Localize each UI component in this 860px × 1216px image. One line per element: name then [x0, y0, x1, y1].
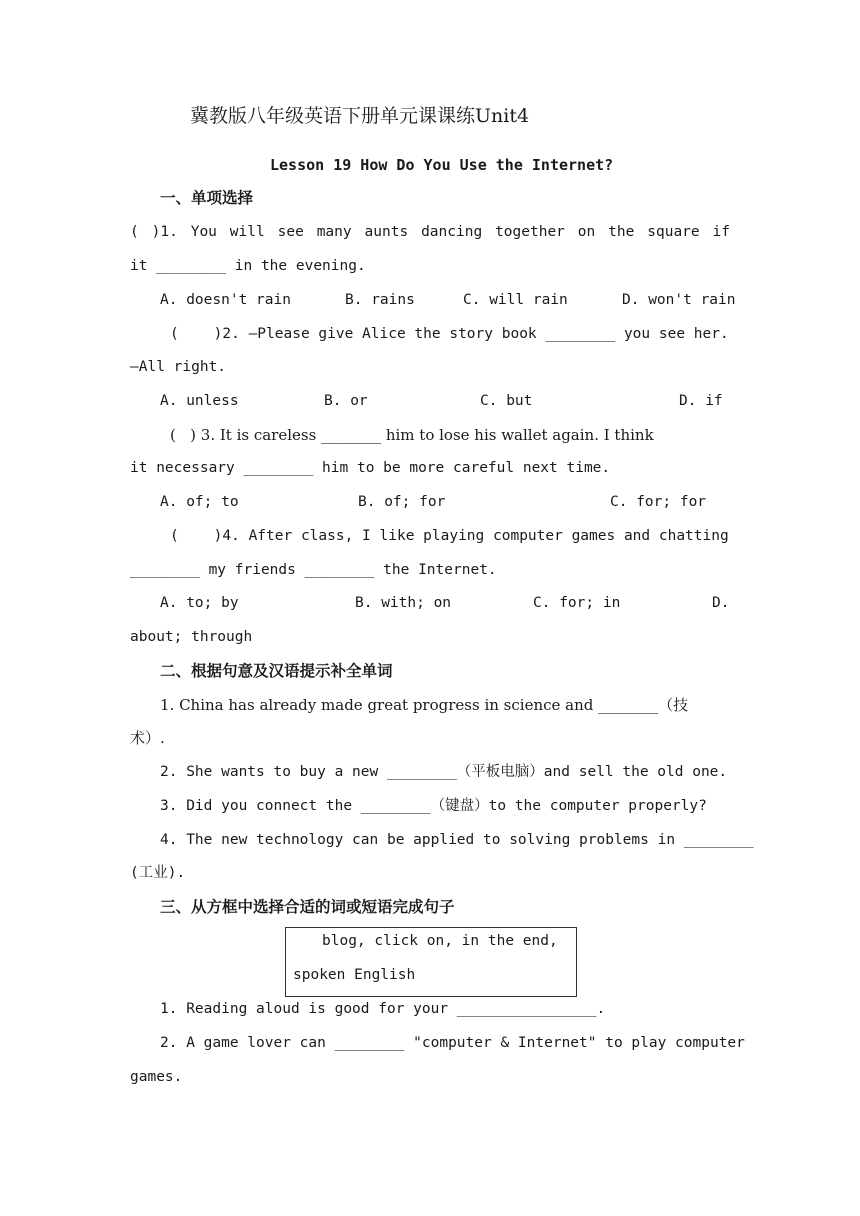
option-a: A. unless	[160, 393, 239, 409]
fill-item-1-line-1: 1. China has already made great progress in science and ________（技	[160, 696, 689, 714]
question-4-line-2: ________ my friends ________ the Internet.	[130, 562, 497, 578]
question-3-line-2: it necessary ________ him to be more careful next time.	[130, 460, 611, 476]
fill-item-4-line-2: (工业).	[130, 865, 186, 881]
option-d: D.	[712, 595, 730, 611]
complete-item-2-line-1: 2. A game lover can ________ "computer & Internet" to play computer	[160, 1035, 745, 1051]
question-4-line-1: ( )4. After class, I like playing computer games and chatting	[170, 528, 729, 544]
option-d: D. won't rain	[622, 292, 736, 308]
option-b: B. rains	[345, 292, 415, 308]
question-2-line-2: —All right.	[130, 359, 227, 375]
option-d: D. if	[679, 393, 723, 409]
complete-item-1: 1. Reading aloud is good for your ________________.	[160, 1001, 606, 1017]
lesson-title: Lesson 19 How Do You Use the Internet?	[270, 156, 614, 174]
document-title: 冀教版八年级英语下册单元课课练Unit4	[190, 105, 530, 127]
option-c: C. for; in	[533, 595, 621, 611]
option-c: C. but	[480, 393, 533, 409]
fill-item-1-line-2: 术）.	[130, 729, 165, 747]
fill-item-3: 3. Did you connect the ________（键盘）to the computer properly?	[160, 798, 707, 814]
section-heading-fill-words: 二、根据句意及汉语提示补全单词	[160, 662, 393, 680]
question-4-line-3: about; through	[130, 629, 253, 645]
option-a: A. doesn't rain	[160, 292, 291, 308]
section-heading-multiple-choice: 一、单项选择	[160, 189, 254, 207]
option-a: A. to; by	[160, 595, 239, 611]
question-1-line-2: it ________ in the evening.	[130, 258, 366, 274]
question-3-line-1: ( ) 3. It is careless ________ him to lose his wallet again. I think	[170, 426, 654, 444]
option-b: B. with; on	[355, 595, 452, 611]
word-box-line-2: spoken English	[293, 967, 416, 983]
fill-item-2: 2. She wants to buy a new ________（平板电脑）and sell the old one.	[160, 764, 728, 780]
option-c: C. for; for	[610, 494, 707, 510]
fill-item-4-line-1: 4. The new technology can be applied to solving problems in ________	[160, 832, 754, 848]
option-b: B. of; for	[358, 494, 446, 510]
question-1-line-1: ( )1. You will see many aunts dancing together on the square if	[130, 224, 730, 240]
word-box-line-1: blog, click on, in the end,	[322, 933, 558, 949]
option-a: A. of; to	[160, 494, 239, 510]
question-2-line-1: ( )2. —Please give Alice the story book ________ you see her.	[170, 326, 729, 342]
section-heading-word-box: 三、从方框中选择合适的词或短语完成句子	[160, 898, 455, 916]
complete-item-2-line-2: games.	[130, 1069, 183, 1085]
option-b: B. or	[324, 393, 368, 409]
option-c: C. will rain	[463, 292, 568, 308]
